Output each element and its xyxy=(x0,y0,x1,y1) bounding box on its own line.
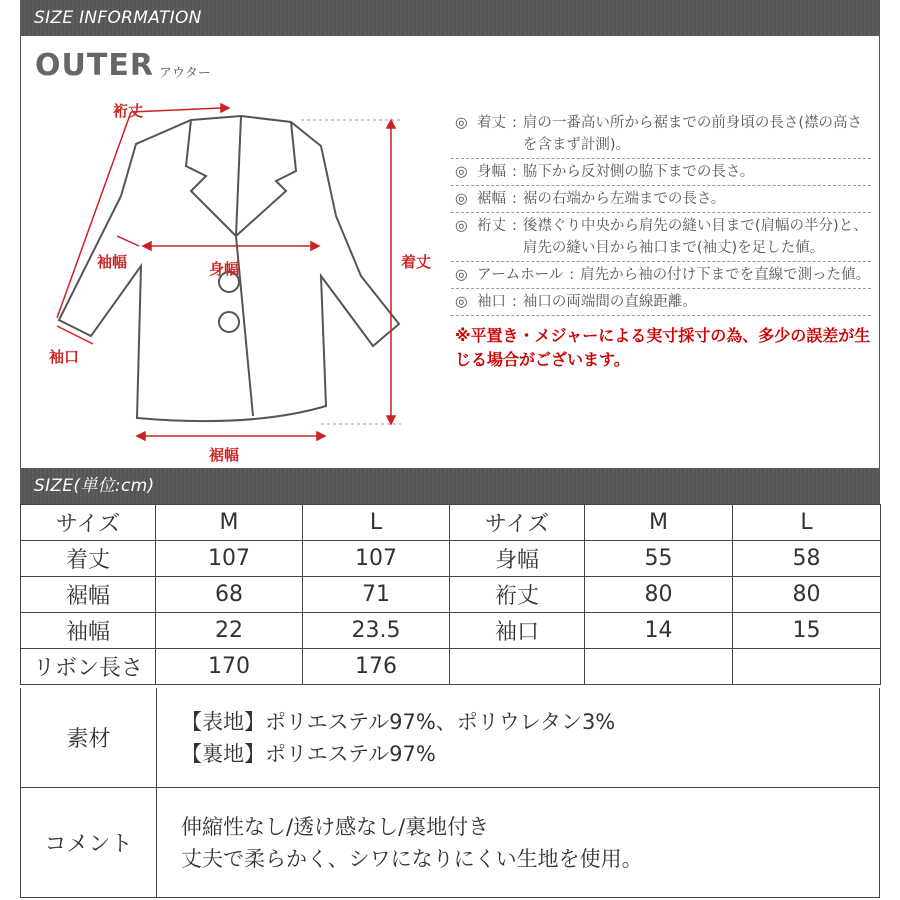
table-row xyxy=(21,577,881,613)
table-cell: 23.5 xyxy=(303,613,450,649)
table-row xyxy=(21,613,881,649)
coat-illustration xyxy=(21,36,461,468)
table-cell: 58 xyxy=(733,541,881,577)
material-label: 素材 xyxy=(21,688,157,787)
definition-item: ◎ 袖口 : 袖口の両端間の直線距離。 xyxy=(451,289,871,316)
table-row xyxy=(21,541,881,577)
table-cell: 176 xyxy=(303,649,450,685)
info-panel xyxy=(20,36,880,468)
bullet-icon: ◎ xyxy=(455,164,468,180)
table-cell: 裄丈 xyxy=(450,577,585,613)
table-cell: 107 xyxy=(156,541,303,577)
table-cell: 袖口 xyxy=(450,613,585,649)
diagram-label-sode-haba: 袖幅 xyxy=(97,253,128,271)
table-cell: 80 xyxy=(585,577,733,613)
table-cell xyxy=(733,649,881,685)
bullet-icon: ◎ xyxy=(455,115,468,131)
material-row xyxy=(20,688,880,788)
table-cell xyxy=(450,649,585,685)
table-cell: 71 xyxy=(303,577,450,613)
coat-diagram xyxy=(21,36,461,468)
table-header-row xyxy=(21,505,881,541)
section-title-size-unit: SIZE(単位:cm) xyxy=(20,468,880,504)
definition-item: ◎ 身幅 : 脇下から反対側の脇下までの長さ。 xyxy=(451,159,871,186)
table-cell: 22 xyxy=(156,613,303,649)
bullet-icon: ◎ xyxy=(455,294,468,310)
table-cell: 着丈 xyxy=(21,541,156,577)
diagram-label-suso-haba: 裾幅 xyxy=(209,446,240,464)
diagram-label-yuki: 裄丈 xyxy=(113,102,144,120)
definition-item: ◎ アームホール : 肩先から袖の付け下までを直線で測った値。 xyxy=(451,262,871,289)
table-header-cell: L xyxy=(733,505,881,541)
bullet-icon: ◎ xyxy=(455,218,468,234)
definition-item: ◎ 裾幅 : 裾の右端から左端までの長さ。 xyxy=(451,186,871,213)
definition-item: ◎ 着丈 : 肩の一番高い所から裾までの前身頃の長さ(襟の高さを含まず計測)。 xyxy=(451,110,871,159)
diagram-label-sodeguchi: 袖口 xyxy=(49,348,80,366)
comment-line: 伸縮性なし/透け感なし/裏地付き xyxy=(181,814,490,839)
diagram-label-mi-haba: 身幅 xyxy=(209,260,240,278)
table-header-cell: サイズ xyxy=(450,505,585,541)
diagram-label-kitake: 着丈 xyxy=(401,253,432,271)
table-cell xyxy=(585,649,733,685)
comment-row xyxy=(20,788,880,898)
measurement-note: ※平置き・メジャーによる実寸採寸の為、多少の誤差が生じる場合がございます。 xyxy=(455,326,871,369)
size-info-sheet xyxy=(20,0,880,900)
definition-item: ◎ 裄丈 : 後襟ぐり中央から肩先の縫い目まで(肩幅の半分)と、肩先の縫い目から袖口まで(袖丈)を足した値。 xyxy=(451,213,871,262)
table-cell: 裾幅 xyxy=(21,577,156,613)
table-header-cell: L xyxy=(303,505,450,541)
category-subtitle: アウター xyxy=(159,66,211,81)
table-cell: 80 xyxy=(733,577,881,613)
table-cell: 170 xyxy=(156,649,303,685)
table-cell: 107 xyxy=(303,541,450,577)
category-title: OUTER xyxy=(35,48,154,83)
section-title-size-information: SIZE INFORMATION xyxy=(20,0,880,36)
bullet-icon: ◎ xyxy=(455,191,468,207)
table-header-cell: M xyxy=(156,505,303,541)
table-row xyxy=(21,649,881,685)
comment-value xyxy=(157,788,879,897)
material-line: 【裏地】ポリエステル97% xyxy=(181,741,436,766)
material-value xyxy=(157,688,879,787)
table-cell: 身幅 xyxy=(450,541,585,577)
table-cell: 袖幅 xyxy=(21,613,156,649)
measurement-definitions xyxy=(451,110,871,372)
table-cell: 68 xyxy=(156,577,303,613)
bullet-icon: ◎ xyxy=(455,267,468,283)
comment-label: コメント xyxy=(21,788,157,897)
table-cell: 14 xyxy=(585,613,733,649)
material-line: 【表地】ポリエステル97%、ポリウレタン3% xyxy=(181,709,616,734)
table-cell: 55 xyxy=(585,541,733,577)
table-cell: リボン長さ xyxy=(21,649,156,685)
comment-line: 丈夫で柔らかく、シワになりにくい生地を使用。 xyxy=(181,846,643,871)
table-cell: 15 xyxy=(733,613,881,649)
size-table xyxy=(20,504,881,685)
table-header-cell: サイズ xyxy=(21,505,156,541)
table-header-cell: M xyxy=(585,505,733,541)
